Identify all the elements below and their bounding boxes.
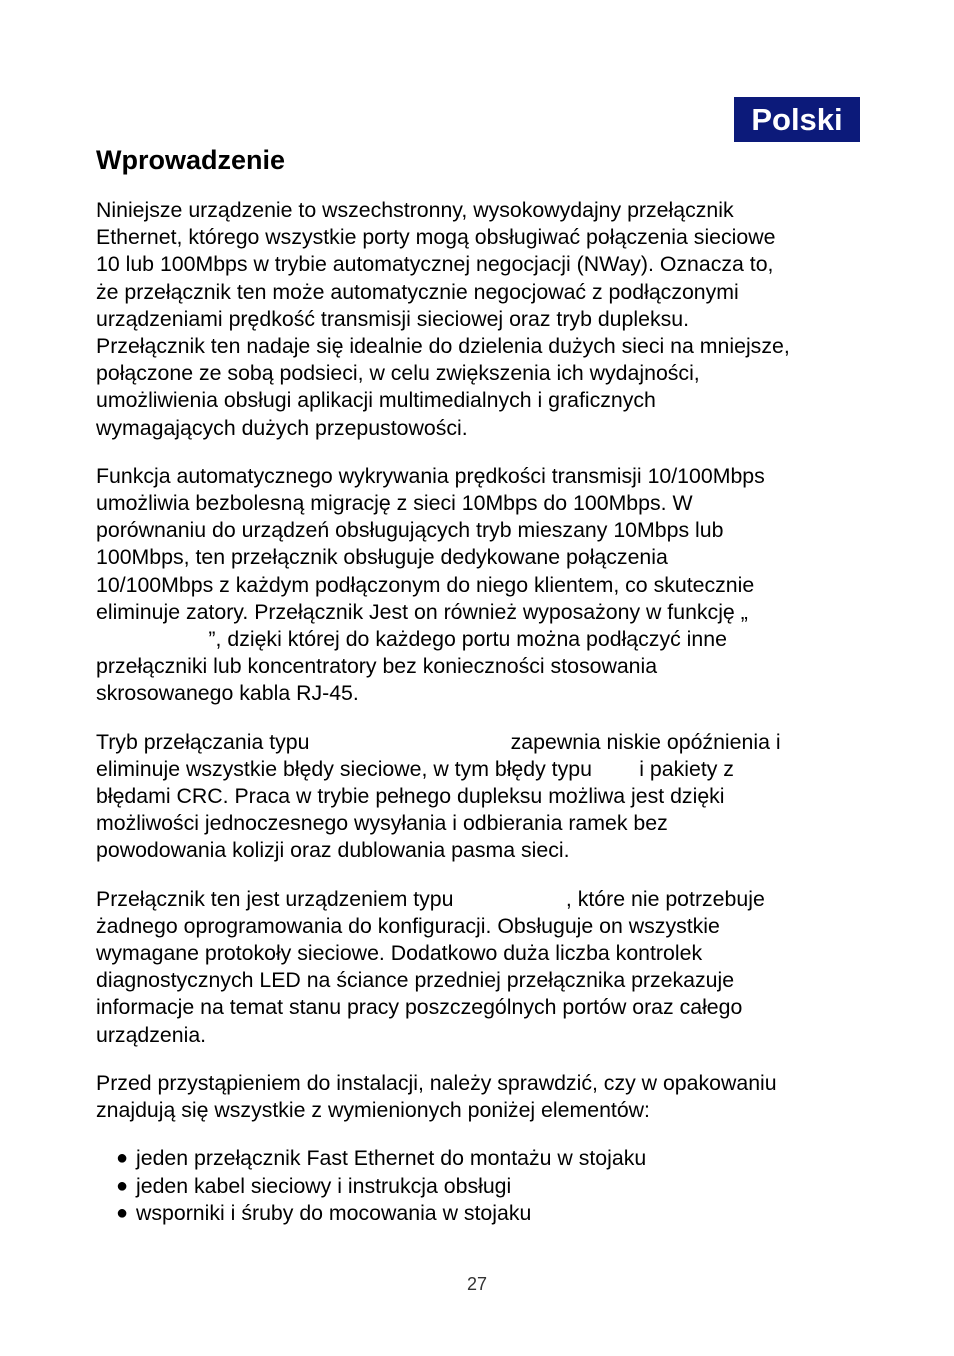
text-line: Niniejsze urządzenie to wszechstronny, wysokowydajny przełącznik xyxy=(96,198,734,222)
bullet-icon: ● xyxy=(116,1201,129,1224)
text-line: że przełącznik ten może automatycznie negocjować z podłączonymi xyxy=(96,279,739,304)
text-line: diagnostycznych LED na ściance przedniej przełącznika przekazuje xyxy=(96,968,735,993)
bullet-icon: ● xyxy=(116,1147,129,1170)
text-line: wymagane protokoły sieciowe. Dodatkowo duża liczba kontrolek xyxy=(96,941,703,966)
list-item-text: jeden kabel sieciowy i instrukcja obsługi xyxy=(136,1173,512,1198)
text-line: wymagających dużych przepustowości. xyxy=(96,415,468,440)
text-line: połączone ze sobą podsieci, w celu zwiększenia ich wydajności, xyxy=(96,361,700,386)
text-line: urządzenia. xyxy=(96,1022,207,1047)
text-line: przełączniki lub koncentratory bez konieczności stosowania xyxy=(96,654,658,679)
list-item-text: jeden przełącznik Fast Ethernet do montażu w stojaku xyxy=(136,1146,647,1171)
text-line: powodowania kolizji oraz dublowania pasma sieci. xyxy=(96,838,570,863)
text-line: skrosowanego kabla RJ-45. xyxy=(96,681,359,706)
text-line: ”, dzięki której do każdego portu można podłączyć inne xyxy=(96,627,727,652)
text-line: znajdują się wszystkie z wymienionych poniżej elementów: xyxy=(96,1098,650,1123)
text-line: 10/100Mbps z każdym podłączonym do niego klientem, co skutecznie xyxy=(96,572,755,597)
text-line: 100Mbps, ten przełącznik obsługuje dedykowane połączenia xyxy=(96,545,668,570)
paragraph-1 xyxy=(96,197,876,442)
text-line: eliminuje wszystkie błędy sieciowe, w tym błędy typu i pakiety z xyxy=(96,756,734,781)
main-content xyxy=(96,197,876,1227)
paragraph-3 xyxy=(96,729,876,865)
text-line: żadnego oprogramowania do konfiguracji. Obsługuje on wszystkie xyxy=(96,913,720,938)
text-line: Ethernet, którego wszystkie porty mogą obsługiwać połączenia sieciowe xyxy=(96,225,776,250)
text-line: umożliwienia obsługi aplikacji multimedialnych i graficznych xyxy=(96,388,656,413)
list-item xyxy=(116,1200,876,1227)
page-title: Wprowadzenie xyxy=(96,145,286,175)
list-item xyxy=(116,1145,876,1172)
list-item-text: wsporniki i śruby do mocowania w stojaku xyxy=(136,1200,532,1225)
paragraph-2 xyxy=(96,463,876,708)
list-item xyxy=(116,1173,876,1200)
text-line: Tryb przełączania typu zapewnia niskie opóźnienia i xyxy=(96,729,781,754)
bullet-icon: ● xyxy=(116,1174,129,1197)
language-badge: Polski xyxy=(734,97,860,142)
paragraph-5 xyxy=(96,1070,876,1124)
page-number: 27 xyxy=(466,1274,488,1294)
text-line: Przełącznik ten nadaje się idealnie do dzielenia dużych sieci na mniejsze, xyxy=(96,334,790,359)
text-line: umożliwia bezbolesną migrację z sieci 10Mbps do 100Mbps. W xyxy=(96,491,693,516)
text-line: możliwości jednoczesnego wysyłania i odbierania ramek bez xyxy=(96,811,668,836)
text-line: błędami CRC. Praca w trybie pełnego dupleksu możliwa jest dzięki xyxy=(96,784,725,809)
text-line: Przed przystąpieniem do instalacji, należy sprawdzić, czy w opakowaniu xyxy=(96,1070,777,1095)
text-line: urządzeniami prędkość transmisji sieciowej oraz tryb dupleksu. xyxy=(96,306,690,331)
text-line: 10 lub 100Mbps w trybie automatycznej negocjacji (NWay). Oznacza to, xyxy=(96,252,774,277)
text-line: Przełącznik ten jest urządzeniem typu , które nie potrzebuje xyxy=(96,886,765,911)
paragraph-4 xyxy=(96,886,876,1049)
text-line: porównaniu do urządzeń obsługujących tryb mieszany 10Mbps lub xyxy=(96,518,724,543)
package-contents-list xyxy=(96,1145,876,1227)
text-line: informacje na temat stanu pracy poszczególnych portów oraz całego xyxy=(96,995,743,1020)
text-line: eliminuje zatory. Przełącznik Jest on również wyposażony w funkcję „ xyxy=(96,599,748,624)
text-line: Funkcja automatycznego wykrywania prędkości transmisji 10/100Mbps xyxy=(96,463,765,488)
